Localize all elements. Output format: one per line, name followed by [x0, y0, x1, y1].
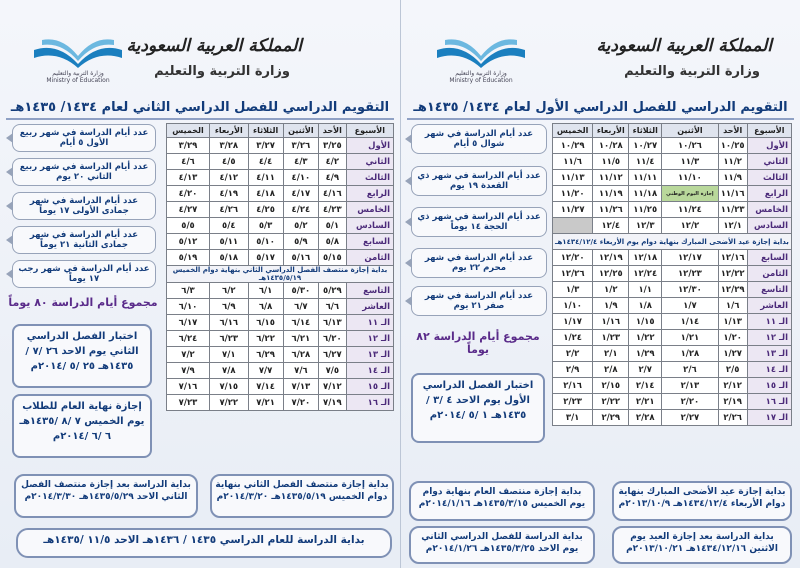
day-cell: ٥/١٨ [210, 250, 249, 266]
day-cell: ١١/٤ [629, 154, 662, 170]
day-cell: ١١/١٦ [718, 186, 747, 202]
day-cell: ١٢/٢٢ [718, 266, 747, 282]
day-cell: ٢/١٣ [662, 378, 719, 394]
column-header: الأحد [718, 124, 747, 138]
day-cell: ٧/٧ [248, 363, 283, 379]
day-cell: ١/١٥ [629, 314, 662, 330]
day-cell: ٢/٢٠ [662, 394, 719, 410]
day-cell: ٤/١٣ [167, 170, 210, 186]
week-row [553, 330, 792, 346]
month-days-bubble: عدد أيام الدراسة في شهر جمادى الثانية ٢١ يوماً [12, 226, 156, 254]
week-row [167, 315, 394, 331]
day-cell [553, 218, 593, 234]
day-cell: ١٢/٤ [593, 218, 629, 234]
month-days-bubble: عدد أيام الدراسة في شهر ربيع الثاني ٢٠ يوم [12, 158, 156, 186]
day-cell: ٦/٢ [210, 283, 249, 299]
week-label: التاسع [747, 282, 791, 298]
day-cell: ٢/٧ [629, 362, 662, 378]
week-label: الـ ١٦ [747, 394, 791, 410]
day-cell: ١٢/٢٩ [718, 282, 747, 298]
day-cell: ١٢/٢٣ [662, 266, 719, 282]
day-cell: ٤/٥ [210, 154, 249, 170]
day-cell: ٢/٩ [553, 362, 593, 378]
week-label: الرابع [346, 186, 393, 202]
book-logo-icon [28, 28, 128, 72]
day-cell: ٤/١٨ [248, 186, 283, 202]
semester-two-start-box: بداية الدراسة للفصل الدراسي الثاني يوم الاحد ١٤٣٥/٣/٢٥هـ ٢٠١٤/١/٢٦م [409, 526, 595, 564]
month-days-bubble: عدد أيام الدراسة في شهر صفر ٢١ يوم [411, 286, 547, 316]
day-cell: ٧/٢١ [248, 395, 283, 411]
week-row [553, 218, 792, 234]
day-cell: ٤/٢٠ [167, 186, 210, 202]
week-label: الثالث [346, 170, 393, 186]
column-header: الخميس [553, 124, 593, 138]
week-row [553, 250, 792, 266]
month-days-bubble: عدد أيام الدراسة في شهر جمادى الأولى ١٧ يوماً [12, 192, 156, 220]
week-row [167, 234, 394, 250]
day-cell: ١٢/١٦ [718, 250, 747, 266]
week-row [167, 218, 394, 234]
day-cell: ١/٨ [629, 298, 662, 314]
day-cell: ٢/٢٩ [593, 410, 629, 426]
holiday-note: بداية إجازة منتصف الفصل الدراسي الثاني بنهاية دوام الخميس ١٤٣٥/٥/١٩هـ [167, 266, 394, 283]
day-cell: ١٢/٢٤ [629, 266, 662, 282]
day-cell: ١١/١٩ [593, 186, 629, 202]
day-cell: ١٠/٢٨ [593, 138, 629, 154]
day-cell: ٧/١٣ [283, 379, 318, 395]
day-cell: ١٢/٢٠ [553, 250, 593, 266]
week-label: الأول [346, 138, 393, 154]
week-label: الـ ١٤ [346, 363, 393, 379]
day-cell: ١١/٢ [718, 154, 747, 170]
day-cell: ٦/٢٢ [248, 331, 283, 347]
month-days-bubble: عدد أيام الدراسة في شهر محرم ٢٢ يوم [411, 248, 547, 278]
day-cell: ٧/٢ [167, 347, 210, 363]
week-row [553, 314, 792, 330]
day-cell: ١٠/٢٩ [553, 138, 593, 154]
semester-one-exam-box: اختبار الفصل الدراسي الأول يوم الاحد ٤ /٣ /١٤٣٥هـ ١ /٥ /٢٠١٤م [411, 373, 545, 443]
week-label: العاشر [346, 299, 393, 315]
day-cell: ١١/٢٣ [718, 202, 747, 218]
day-cell: ١٢/١٧ [662, 250, 719, 266]
day-cell: ٢/٢٢ [593, 394, 629, 410]
week-row [553, 170, 792, 186]
week-label: التاسع [346, 283, 393, 299]
day-cell: ١١/١١ [629, 170, 662, 186]
day-cell: ٤/١١ [248, 170, 283, 186]
week-row [167, 170, 394, 186]
day-cell: إجازة اليوم الوطني [662, 186, 719, 202]
column-header: الأسبوع [346, 124, 393, 138]
week-label: الـ ١١ [346, 315, 393, 331]
day-cell: ٧/٦ [283, 363, 318, 379]
ministry-logo [431, 28, 531, 84]
column-header: الأربعاء [593, 124, 629, 138]
day-cell: ١١/١٨ [629, 186, 662, 202]
day-cell: ١٢/٣٠ [662, 282, 719, 298]
day-cell: ٧/٢٠ [283, 395, 318, 411]
week-label: الثالث [747, 170, 791, 186]
day-cell: ٥/٤ [210, 218, 249, 234]
day-cell: ٤/١٩ [210, 186, 249, 202]
day-cell: ٤/٦ [167, 154, 210, 170]
day-cell: ١/٧ [662, 298, 719, 314]
day-cell: ١/٦ [718, 298, 747, 314]
week-label: السادس [346, 218, 393, 234]
week-row [553, 266, 792, 282]
column-header: الأثنين [662, 124, 719, 138]
day-cell: ١١/١٠ [662, 170, 719, 186]
day-cell: ٥/٣ [248, 218, 283, 234]
day-cell: ٧/١٢ [319, 379, 347, 395]
week-row [553, 154, 792, 170]
calendar-header-row [553, 124, 792, 138]
day-cell: ٢/١٩ [718, 394, 747, 410]
kingdom-name: المملكة العربية السعودية [126, 36, 302, 56]
week-row [167, 331, 394, 347]
holiday-note-row [553, 234, 792, 250]
day-cell: ٣/٢٦ [283, 138, 318, 154]
mid-semester-holiday-box: بداية إجازة منتصف الفصل الثاني بنهاية دوام الخميس ١٤٣٥/٥/١٩هـ ٢٠١٤/٣/٢٠م [210, 474, 394, 518]
day-cell: ١/٢٢ [629, 330, 662, 346]
logo-caption: وزارة التربية والتعليم Ministry of Education [46, 70, 110, 84]
day-cell: ١/١٠ [553, 298, 593, 314]
day-cell: ١٠/٢٥ [718, 138, 747, 154]
day-cell: ٧/١٦ [167, 379, 210, 395]
day-cell: ١٠/٢٦ [662, 138, 719, 154]
day-cell: ٣/٢٧ [248, 138, 283, 154]
day-cell: ١/١٧ [553, 314, 593, 330]
column-header: الثلاثاء [248, 124, 283, 138]
week-row [167, 395, 394, 411]
day-cell: ١١/٢٠ [553, 186, 593, 202]
day-cell: ٢/٦ [662, 362, 719, 378]
day-cell: ٦/٢٨ [283, 347, 318, 363]
week-row [553, 378, 792, 394]
day-cell: ٢/٢ [553, 346, 593, 362]
column-header: الأسبوع [747, 124, 791, 138]
day-cell: ١١/٥ [593, 154, 629, 170]
day-cell: ١/١٣ [718, 314, 747, 330]
day-cell: ٦/٧ [283, 299, 318, 315]
day-cell: ١١/٩ [718, 170, 747, 186]
week-row [553, 362, 792, 378]
calendar-header-row [167, 124, 394, 138]
week-row [553, 410, 792, 426]
week-row [553, 186, 792, 202]
day-cell: ٧/٩ [167, 363, 210, 379]
day-cell: ١١/٢٧ [553, 202, 593, 218]
day-cell: ٦/١٧ [167, 315, 210, 331]
midyear-holiday-box: بداية إجازة منتصف العام بنهاية دوام يوم الخميس ١٤٣٥/٣/١٥هـ ٢٠١٤/١/١٦م [409, 481, 595, 521]
day-cell: ١٢/١ [718, 218, 747, 234]
day-cell: ٥/١ [319, 218, 347, 234]
week-label: الثاني [747, 154, 791, 170]
semester-one-page [400, 0, 800, 568]
week-label: الـ ١٢ [346, 331, 393, 347]
semester-two-calendar [166, 123, 394, 411]
day-cell: ٤/٢٥ [248, 202, 283, 218]
week-row [167, 379, 394, 395]
week-label: الـ ١٣ [747, 346, 791, 362]
week-label: الخامس [346, 202, 393, 218]
day-cell: ٤/٩ [319, 170, 347, 186]
day-cell: ١٢/٣ [629, 218, 662, 234]
day-cell: ١١/٣ [662, 154, 719, 170]
after-eid-box: بداية الدراسة بعد إجازة العيد يوم الاثنين ١٤٣٤/١٢/١٦هـ ٢٠١٣/١٠/٢١م [612, 526, 792, 564]
day-cell: ٥/٥ [167, 218, 210, 234]
day-cell: ٥/١٥ [319, 250, 347, 266]
day-cell: ٧/٥ [319, 363, 347, 379]
column-header: الأحد [319, 124, 347, 138]
day-cell: ٦/٢٠ [319, 331, 347, 347]
day-cell: ٧/١ [210, 347, 249, 363]
day-cell: ٥/٨ [319, 234, 347, 250]
ministry-name: وزارة التربية والتعليم [154, 64, 290, 79]
week-label: السابع [346, 234, 393, 250]
week-label: الـ ١٧ [747, 410, 791, 426]
day-cell: ٢/٢٨ [629, 410, 662, 426]
day-cell: ٤/٢ [319, 154, 347, 170]
day-cell: ١/٢٣ [593, 330, 629, 346]
day-cell: ٥/١١ [210, 234, 249, 250]
day-cell: ١/٢١ [662, 330, 719, 346]
semester-two-total: مجموع أيام الدراسة ٨٠ يوماً [8, 296, 158, 309]
day-cell: ٢/١٤ [629, 378, 662, 394]
day-cell: ٤/٤ [248, 154, 283, 170]
week-label: الـ ١٤ [747, 362, 791, 378]
day-cell: ٧/٢٢ [210, 395, 249, 411]
week-row [167, 283, 394, 299]
day-cell: ٦/١٣ [319, 315, 347, 331]
day-cell: ٤/٢٣ [319, 202, 347, 218]
day-cell: ٦/١٤ [283, 315, 318, 331]
week-row [167, 299, 394, 315]
week-label: الـ ١١ [747, 314, 791, 330]
week-label: الـ ١٢ [747, 330, 791, 346]
month-days-bubble: عدد أيام الدراسة في شهر ذي الحجة ١٤ يوماً [411, 207, 547, 237]
week-row [553, 202, 792, 218]
week-row [167, 250, 394, 266]
book-logo-icon [431, 28, 531, 72]
day-cell: ٧/٢٣ [167, 395, 210, 411]
day-cell: ٦/٢٣ [210, 331, 249, 347]
day-cell: ٤/٢٧ [167, 202, 210, 218]
week-label: السادس [747, 218, 791, 234]
week-label: السابع [747, 250, 791, 266]
day-cell: ٣/٢٩ [167, 138, 210, 154]
column-header: الأثنين [283, 124, 318, 138]
day-cell: ٥/١٩ [167, 250, 210, 266]
day-cell: ٥/٢ [283, 218, 318, 234]
day-cell: ٤/٢٦ [210, 202, 249, 218]
week-label: العاشر [747, 298, 791, 314]
day-cell: ٦/٣ [167, 283, 210, 299]
ministry-logo [28, 28, 128, 84]
week-row [167, 154, 394, 170]
day-cell: ٦/٢٩ [248, 347, 283, 363]
week-label: الثامن [747, 266, 791, 282]
day-cell: ٤/٣ [283, 154, 318, 170]
logo-caption: وزارة التربية والتعليم Ministry of Education [449, 70, 513, 84]
week-row [167, 186, 394, 202]
week-label: الرابع [747, 186, 791, 202]
day-cell: ١١/٢٤ [662, 202, 719, 218]
week-row [167, 347, 394, 363]
day-cell: ٢/٥ [718, 362, 747, 378]
day-cell: ٦/٢٤ [167, 331, 210, 347]
day-cell: ٦/٢٧ [319, 347, 347, 363]
month-days-bubble: عدد أيام الدراسة في شهر ذي القعدة ١٩ يوم [411, 166, 547, 196]
day-cell: ٧/٨ [210, 363, 249, 379]
day-cell: ٣/١ [553, 410, 593, 426]
day-cell: ٣/٢٨ [210, 138, 249, 154]
day-cell: ١/٢٤ [553, 330, 593, 346]
day-cell: ٥/٩ [283, 234, 318, 250]
day-cell: ٤/٢٤ [283, 202, 318, 218]
week-row [553, 282, 792, 298]
day-cell: ٢/٢٧ [662, 410, 719, 426]
week-label: الثاني [346, 154, 393, 170]
week-row [553, 394, 792, 410]
day-cell: ٢/١٦ [553, 378, 593, 394]
week-label: الثامن [346, 250, 393, 266]
day-cell: ١٢/٢ [662, 218, 719, 234]
day-cell: ٧/١٥ [210, 379, 249, 395]
day-cell: ٦/١ [248, 283, 283, 299]
day-cell: ٧/١٤ [248, 379, 283, 395]
day-cell: ٦/١٥ [248, 315, 283, 331]
day-cell: ٥/١٦ [283, 250, 318, 266]
column-header: الأربعاء [210, 124, 249, 138]
week-label: الـ ١٥ [747, 378, 791, 394]
day-cell: ١/٩ [593, 298, 629, 314]
header [401, 6, 800, 98]
day-cell: ١/٢٧ [718, 346, 747, 362]
week-row [553, 298, 792, 314]
day-cell: ٦/٩ [210, 299, 249, 315]
day-cell: ٢/١ [593, 346, 629, 362]
day-cell: ١٠/٢٧ [629, 138, 662, 154]
week-row [167, 363, 394, 379]
day-cell: ١١/١٣ [553, 170, 593, 186]
week-label: الـ ١٦ [346, 395, 393, 411]
week-label: الخامس [747, 202, 791, 218]
day-cell: ٢/٨ [593, 362, 629, 378]
day-cell: ١١/٢٥ [629, 202, 662, 218]
day-cell: ٥/٣٠ [283, 283, 318, 299]
day-cell: ٤/١٠ [283, 170, 318, 186]
semester-one-calendar [552, 123, 792, 426]
day-cell: ١٢/١٨ [629, 250, 662, 266]
day-cell: ٤/١٦ [319, 186, 347, 202]
day-cell: ١١/٢٦ [593, 202, 629, 218]
week-row [553, 346, 792, 362]
day-cell: ٥/٢٩ [319, 283, 347, 299]
day-cell: ١/١ [629, 282, 662, 298]
day-cell: ٧/١٩ [319, 395, 347, 411]
day-cell: ١/١٦ [593, 314, 629, 330]
semester-two-exam-box: اختبار الفصل الدراسي الثاني يوم الاحد ٢٦ /٧ /١٤٣٥هـ ٢٥ /٥ /٢٠١٤م [12, 324, 152, 388]
day-cell: ٣/٢٥ [319, 138, 347, 154]
week-row [167, 138, 394, 154]
day-cell: ٥/١٢ [167, 234, 210, 250]
semester-one-total: مجموع أيام الدراسة ٨٢ يوماً [416, 330, 540, 356]
eid-holiday-box: بداية إجازة عيد الأضحى المبارك بنهاية دوام الأربعاء ١٤٣٤/١٢/٤هـ ٢٠١٣/١٠/٩م [612, 481, 792, 521]
day-cell: ١٢/٢٥ [593, 266, 629, 282]
week-row [167, 202, 394, 218]
day-cell: ١/٢ [593, 282, 629, 298]
week-label: الأول [747, 138, 791, 154]
day-cell: ٥/١٧ [248, 250, 283, 266]
column-header: الثلاثاء [629, 124, 662, 138]
day-cell: ٢/٢١ [629, 394, 662, 410]
day-cell: ٦/٢١ [283, 331, 318, 347]
month-days-bubble: عدد أيام الدراسة في شهر شوال ٥ أيام [411, 124, 547, 154]
holiday-note: بداية إجازة عيد الأضحى المبارك بنهاية دوام يوم الأربعاء ١٤٣٤/١٢/٤هـ [553, 234, 792, 250]
semester-two-title: التقويم الدراسي للفصل الدراسي الثاني لعام ١٤٣٤/ ١٤٣٥هـ [6, 100, 394, 120]
day-cell: ٦/١٠ [167, 299, 210, 315]
next-year-start-banner: بداية الدراسة للعام الدراسي ١٤٣٥ / ١٤٣٦هـ الاحد ١١/٥ /١٤٣٥هـ [16, 528, 392, 558]
header [0, 6, 400, 98]
day-cell: ٤/١٢ [210, 170, 249, 186]
week-label: الـ ١٥ [346, 379, 393, 395]
holiday-note-row [167, 266, 394, 283]
day-cell: ١٢/١٩ [593, 250, 629, 266]
day-cell: ٥/١٠ [248, 234, 283, 250]
day-cell: ١/١٤ [662, 314, 719, 330]
day-cell: ٢/٢٦ [718, 410, 747, 426]
day-cell: ٢/١٢ [718, 378, 747, 394]
month-days-bubble: عدد أيام الدراسة في شهر ربيع الأول ٥ أيام [12, 124, 156, 152]
day-cell: ٦/١٦ [210, 315, 249, 331]
kingdom-name: المملكة العربية السعودية [596, 36, 772, 56]
week-row [553, 138, 792, 154]
column-header: الخميس [167, 124, 210, 138]
day-cell: ١/٣ [553, 282, 593, 298]
day-cell: ٦/٦ [319, 299, 347, 315]
day-cell: ١/٢٠ [718, 330, 747, 346]
day-cell: ١/٢٩ [629, 346, 662, 362]
after-mid-semester-box: بداية الدراسة بعد إجازة منتصف الفصل الثاني الاحد ١٤٣٥/٥/٢٩هـ ٢٠١٤/٣/٣٠م [14, 474, 198, 518]
day-cell: ٢/١٥ [593, 378, 629, 394]
day-cell: ١١/١٢ [593, 170, 629, 186]
day-cell: ١/٢٨ [662, 346, 719, 362]
month-days-bubble: عدد أيام الدراسة في شهر رجب ١٧ يوماً [12, 260, 156, 288]
day-cell: ٦/٨ [248, 299, 283, 315]
day-cell: ١٢/٢٦ [553, 266, 593, 282]
year-end-holiday-box: إجازة نهاية العام للطلاب يوم الخميس ٧ /٨ /١٤٣٥هـ ٦ /٦ /٢٠١٤م [12, 394, 152, 458]
day-cell: ٤/١٧ [283, 186, 318, 202]
week-label: الـ ١٣ [346, 347, 393, 363]
day-cell: ١١/٦ [553, 154, 593, 170]
semester-one-title: التقويم الدراسي للفصل الدراسي الأول لعام ١٤٣٤/ ١٤٣٥هـ [407, 100, 794, 120]
ministry-name: وزارة التربية والتعليم [624, 64, 760, 79]
day-cell: ٢/٢٣ [553, 394, 593, 410]
